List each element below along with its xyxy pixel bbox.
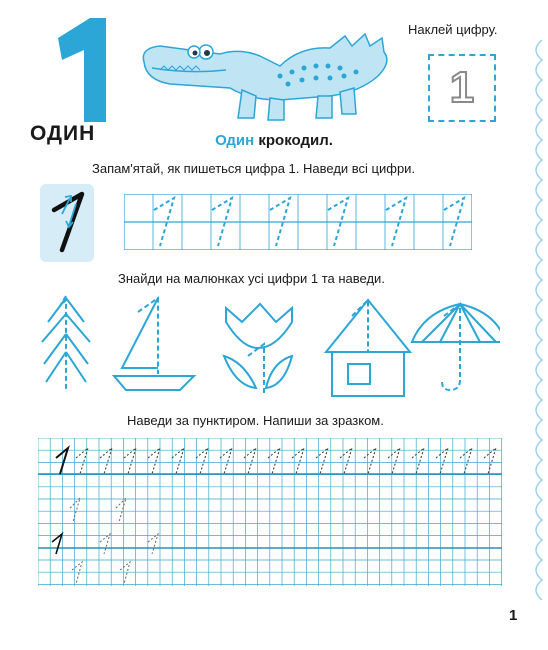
tracing-grid[interactable] [38, 438, 502, 586]
umbrella-picture [412, 304, 500, 390]
instruction-remember: Запам'ятай, як пишеться цифра 1. Наведи всі цифри. [92, 161, 416, 176]
digit-word: ОДИН [30, 122, 96, 145]
sample-digit-card [40, 184, 94, 262]
find-pictures [30, 292, 500, 402]
caption-accent: Один [215, 132, 255, 149]
page-number: 1 [509, 607, 518, 624]
instruction-find: Знайди на малюнках усі цифри 1 та наведи. [118, 271, 385, 286]
house-picture [326, 300, 410, 396]
crocodile-illustration [130, 26, 400, 126]
sticker-label: Наклей цифру. [408, 22, 498, 37]
big-digit-one [48, 10, 118, 130]
caption-rest: крокодил. [258, 132, 333, 149]
fir-tree-picture [42, 296, 90, 392]
sticker-digit: 1 [449, 63, 475, 112]
flower-picture [224, 304, 292, 396]
page-caption [0, 132, 548, 149]
sailboat-picture [114, 298, 194, 390]
tracing-strip[interactable] [124, 194, 472, 250]
page-edge-decoration [528, 40, 548, 600]
sample-digit-one [40, 184, 94, 262]
instruction-trace: Наведи за пунктиром. Напиши за зразком. [127, 413, 384, 428]
